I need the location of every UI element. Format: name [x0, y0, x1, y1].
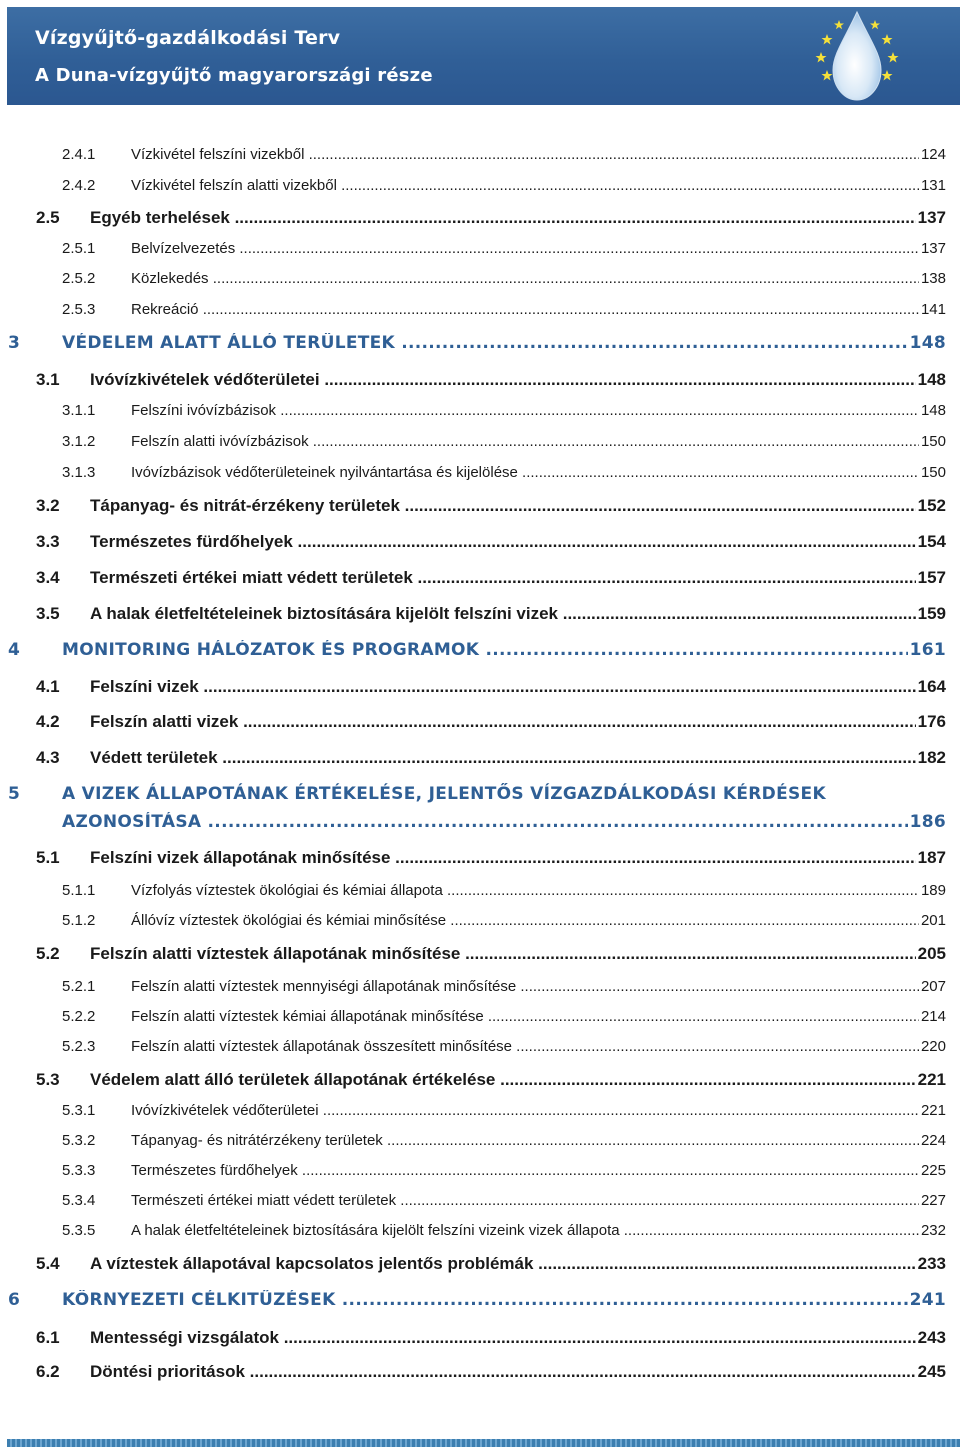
toc-entry[interactable]	[36, 712, 946, 732]
toc-entry[interactable]	[36, 677, 946, 697]
toc-entry[interactable]	[36, 208, 946, 228]
toc-entry[interactable]	[36, 1070, 946, 1090]
toc-entry-page: 187	[917, 848, 946, 867]
toc-entry-page: 141	[920, 301, 946, 318]
toc-entry-title: Vízfolyás víztestek ökológiai és kémiai állapota .....	[131, 882, 919, 899]
toc-entry[interactable]	[62, 433, 946, 450]
toc-entry-title: Felszín alatti víztestek állapotának összesített minősítése .....	[131, 1038, 919, 1055]
toc-entry[interactable]	[36, 1362, 946, 1382]
toc-entry-title: Mentességi vizsgálatok .....	[90, 1328, 916, 1348]
toc-entry-page: 131	[920, 177, 946, 194]
toc-entry-title: AZONOSÍTÁSA .....	[62, 812, 908, 832]
header-subtitle: A Duna-vízgyűjtő magyarországi része	[35, 65, 433, 86]
toc-entry-number: 5	[8, 784, 21, 804]
toc-entry[interactable]	[62, 1038, 946, 1055]
toc-entry-page: 148	[909, 333, 946, 353]
toc-entry[interactable]	[62, 912, 946, 929]
toc-entry[interactable]	[8, 1290, 946, 1310]
toc-entry-page: 227	[920, 1192, 946, 1209]
toc-entry-number: 5.4	[36, 1254, 60, 1273]
toc-entry-page: 161	[909, 640, 946, 660]
toc-entry[interactable]	[62, 301, 946, 318]
toc-entry-page: 152	[917, 496, 946, 515]
toc-entry-page: 245	[917, 1362, 946, 1381]
toc-entry-title: Természetes fürdőhelyek .....	[131, 1162, 919, 1179]
toc-entry[interactable]	[36, 568, 946, 588]
toc-entry-number: 6	[8, 1290, 21, 1310]
toc-entry-title: A víztestek állapotával kapcsolatos jelentős problémák .....	[90, 1254, 916, 1274]
toc-entry[interactable]	[36, 748, 946, 768]
toc-entry[interactable]	[62, 1162, 946, 1179]
toc-entry-number: 2.5.2	[62, 270, 96, 287]
toc-entry-page: 214	[920, 1008, 946, 1025]
toc-entry[interactable]	[62, 882, 946, 899]
header-title: Vízgyűjtő-gazdálkodási Terv	[35, 27, 341, 49]
toc-entry-number: 3.1	[36, 370, 60, 389]
toc-entry-number: 5.1.2	[62, 912, 96, 929]
toc-entry-number: 3.1.1	[62, 402, 96, 419]
toc-entry-page: 124	[920, 146, 946, 163]
toc-entry-page: 154	[917, 532, 946, 551]
toc-entry[interactable]	[36, 944, 946, 964]
toc-entry-number: 4.1	[36, 677, 60, 696]
toc-entry-number: 5.1	[36, 848, 60, 867]
toc-entry-number: 2.5.3	[62, 301, 96, 318]
footer-bar	[7, 1439, 960, 1447]
toc-entry[interactable]	[8, 640, 946, 660]
toc-entry[interactable]	[62, 1102, 946, 1119]
toc-entry-title: Belvízelvezetés .....	[131, 240, 919, 257]
toc-entry-title: Felszín alatti víztestek mennyiségi állapotának minősítése .....	[131, 978, 919, 995]
toc-entry-number: 2.4.2	[62, 177, 96, 194]
toc-entry-title: Felszín alatti víztestek kémiai állapotának minősítése .....	[131, 1008, 919, 1025]
toc-entry-title: Felszíni ivóvízbázisok .....	[131, 402, 919, 419]
toc-entry-number: 3.1.3	[62, 464, 96, 481]
toc-entry-page: 189	[920, 882, 946, 899]
toc-entry-page: 150	[920, 464, 946, 481]
toc-entry-page: 201	[920, 912, 946, 929]
toc-entry-number: 3.4	[36, 568, 60, 587]
toc-entry-number: 5.2.2	[62, 1008, 96, 1025]
toc-entry-number: 5.3.3	[62, 1162, 96, 1179]
toc-entry-title: Rekreáció .....	[131, 301, 919, 318]
toc-entry-number: 3	[8, 333, 21, 353]
toc-entry-number: 6.1	[36, 1328, 60, 1347]
toc-entry-title: Felszíni vizek állapotának minősítése .....	[90, 848, 916, 868]
toc-entry-title: Vízkivétel felszín alatti vizekből .....	[131, 177, 919, 194]
toc-entry-page: 221	[917, 1070, 946, 1089]
toc-entry-page: 148	[920, 402, 946, 419]
toc-entry[interactable]	[36, 1254, 946, 1274]
toc-entry-title: Döntési prioritások .....	[90, 1362, 916, 1382]
toc-entry[interactable]	[8, 333, 946, 353]
toc-entry[interactable]	[36, 604, 946, 624]
toc-entry-title: Tápanyag- és nitrát-érzékeny területek .....	[90, 496, 916, 516]
toc-entry-title: Ivóvízbázisok védőterületeinek nyilvántartása és kijelölése .....	[131, 464, 919, 481]
toc-entry[interactable]	[62, 146, 946, 163]
toc-entry-number: 4	[8, 640, 21, 660]
toc-entry-number: 4.3	[36, 748, 60, 767]
toc-entry-number: 5.2.3	[62, 1038, 96, 1055]
toc-entry[interactable]	[62, 978, 946, 995]
toc-entry-title: KÖRNYEZETI CÉLKITŰZÉSEK .....	[62, 1290, 908, 1310]
toc-entry-number: 5.3.1	[62, 1102, 96, 1119]
toc-entry-title: Vízkivétel felszíni vizekből .....	[131, 146, 919, 163]
toc-entry[interactable]	[36, 532, 946, 552]
toc-entry-title: Állóvíz víztestek ökológiai és kémiai minősítése .....	[131, 912, 919, 929]
toc-entry[interactable]	[62, 177, 946, 194]
toc-entry-page: 150	[920, 433, 946, 450]
toc-entry-number: 5.3	[36, 1070, 60, 1089]
toc-entry-page: 207	[920, 978, 946, 995]
toc-entry-title: A halak életfeltételeinek biztosítására kijelölt felszíni vizeink vizek állapota .....	[131, 1222, 919, 1239]
toc-entry-title: A VIZEK ÁLLAPOTÁNAK ÉRTÉKELÉSE, JELENTŐS VÍZGAZDÁLKODÁSI KÉRDÉSEK	[62, 784, 826, 804]
toc-entry-page: 137	[920, 240, 946, 257]
toc-entry-page: 205	[917, 944, 946, 963]
toc-entry-title: VÉDELEM ALATT ÁLLÓ TERÜLETEK .....	[62, 333, 908, 353]
toc-entry[interactable]	[62, 464, 946, 481]
toc-entry-title: Közlekedés .....	[131, 270, 919, 287]
toc-entry-page: 164	[917, 677, 946, 696]
toc-entry-page: 243	[917, 1328, 946, 1347]
toc-entry-title: Felszín alatti vizek .....	[90, 712, 916, 732]
toc-entry-title: Természeti értékei miatt védett területek .....	[131, 1192, 919, 1209]
toc-entry-number: 4.2	[36, 712, 60, 731]
toc-entry-number: 3.3	[36, 532, 60, 551]
toc-entry[interactable]	[62, 1008, 946, 1025]
toc-entry-number: 3.1.2	[62, 433, 96, 450]
toc-entry[interactable]	[36, 848, 946, 868]
toc-entry-page: 220	[920, 1038, 946, 1055]
toc-entry-title: A halak életfeltételeinek biztosítására kijelölt felszíni vizek .....	[90, 604, 916, 624]
toc-entry-page: 233	[917, 1254, 946, 1273]
toc-entry[interactable]	[8, 784, 946, 804]
toc-entry-page: 137	[917, 208, 946, 227]
toc-entry-number: 2.4.1	[62, 146, 96, 163]
toc-entry-page: 224	[920, 1132, 946, 1149]
toc-entry-title: Tápanyag- és nitrátérzékeny területek .....	[131, 1132, 919, 1149]
toc-entry-continuation[interactable]	[8, 812, 946, 832]
toc-entry-page: 138	[920, 270, 946, 287]
toc-entry[interactable]	[62, 1192, 946, 1209]
toc-entry[interactable]	[62, 402, 946, 419]
toc-entry-title: Ivóvízkivételek védőterületei .....	[90, 370, 916, 390]
toc-entry[interactable]	[62, 1222, 946, 1239]
toc-entry[interactable]	[36, 496, 946, 516]
toc-entry[interactable]	[36, 370, 946, 390]
toc-entry-page: 241	[909, 1290, 946, 1310]
toc-entry-page: 157	[917, 568, 946, 587]
toc-entry-title: Védelem alatt álló területek állapotának értékelése .....	[90, 1070, 916, 1090]
toc-entry-number: 5.3.5	[62, 1222, 96, 1239]
toc-entry-number: 6.2	[36, 1362, 60, 1381]
toc-entry[interactable]	[62, 240, 946, 257]
toc-entry-page: 232	[920, 1222, 946, 1239]
toc-entry-number: 5.3.4	[62, 1192, 96, 1209]
toc-entry-title: Természeti értékei miatt védett területek .....	[90, 568, 916, 588]
toc-entry-number: 2.5	[36, 208, 60, 227]
toc-entry-page: 176	[917, 712, 946, 731]
toc-entry-number: 3.5	[36, 604, 60, 623]
toc-entry-number: 5.1.1	[62, 882, 96, 899]
toc-entry-page: 159	[917, 604, 946, 623]
toc-entry-page: 148	[917, 370, 946, 389]
toc-entry-page: 225	[920, 1162, 946, 1179]
toc-entry[interactable]	[36, 1328, 946, 1348]
toc-entry-title: Felszín alatti víztestek állapotának minősítése .....	[90, 944, 916, 964]
toc-entry-title: Védett területek .....	[90, 748, 916, 768]
toc-entry-title: MONITORING HÁLÓZATOK ÉS PROGRAMOK .....	[62, 640, 908, 660]
toc-entry-page: 221	[920, 1102, 946, 1119]
toc-entry-title: Felszín alatti ivóvízbázisok .....	[131, 433, 919, 450]
toc-entry-page: 186	[909, 812, 946, 832]
toc-entry[interactable]	[62, 270, 946, 287]
toc-entry-title: Természetes fürdőhelyek .....	[90, 532, 916, 552]
toc-entry-number: 5.3.2	[62, 1132, 96, 1149]
toc-entry[interactable]	[62, 1132, 946, 1149]
toc-entry-title: Ivóvízkivételek védőterületei .....	[131, 1102, 919, 1119]
toc-entry-number: 3.2	[36, 496, 60, 515]
toc-entry-number: 5.2.1	[62, 978, 96, 995]
toc-entry-page: 182	[917, 748, 946, 767]
toc-entry-title: Egyéb terhelések .....	[90, 208, 916, 228]
toc-entry-number: 5.2	[36, 944, 60, 963]
toc-entry-title: Felszíni vizek .....	[90, 677, 916, 697]
toc-entry-number: 2.5.1	[62, 240, 96, 257]
